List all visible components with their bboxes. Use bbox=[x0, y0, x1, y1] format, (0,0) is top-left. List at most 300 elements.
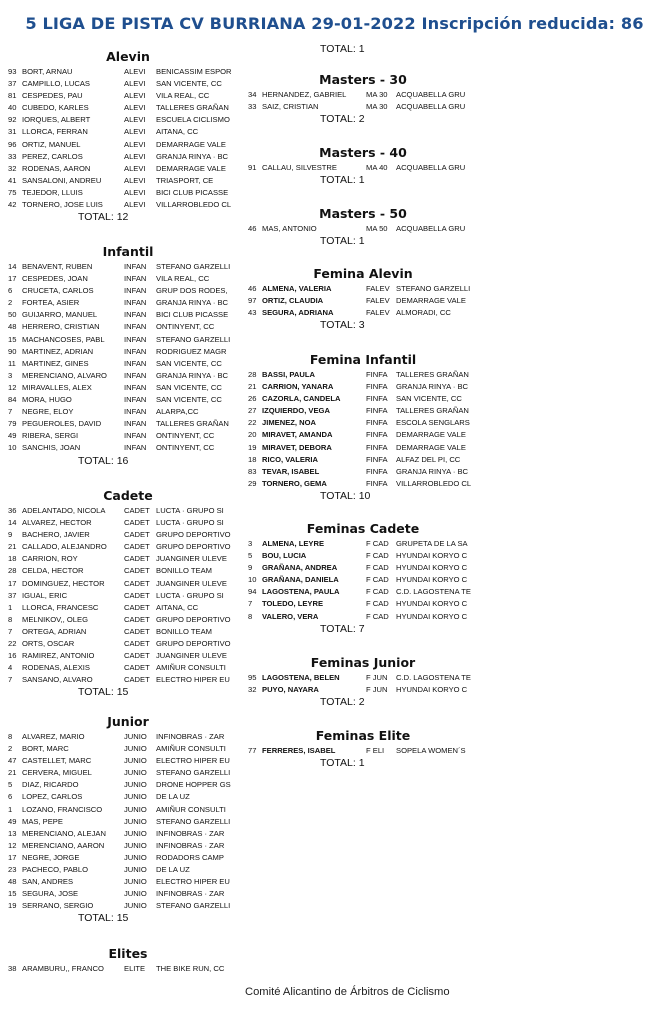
rider-name: IZQUIERDO, VEGA bbox=[262, 406, 330, 416]
rider-team: AITANA, CC bbox=[156, 127, 199, 137]
rider-team: ACQUABELLA GRU bbox=[396, 90, 466, 99]
rider-category: INFAN bbox=[124, 382, 147, 392]
rider-team: TALLERES GRAÑAN bbox=[396, 370, 469, 379]
rider-category: CADET bbox=[124, 554, 150, 564]
rider-team: TRIASPORT, CE bbox=[156, 175, 214, 185]
rider-category: CADET bbox=[124, 602, 150, 612]
category-title: Feminas Cadete bbox=[306, 521, 420, 536]
rider-number: 27 bbox=[248, 406, 257, 416]
rider-team: ALARPA,CC bbox=[156, 407, 199, 417]
rider-number: 4 bbox=[8, 663, 13, 673]
category-total: TOTAL: 1 bbox=[320, 757, 365, 770]
rider-name: CAZORLA, CANDELA bbox=[262, 394, 341, 404]
rider-name: PEREZ, CARLOS bbox=[22, 151, 83, 161]
rider-category: INFAN bbox=[124, 334, 147, 344]
rider-team: BENICASSIM ESPOR bbox=[156, 67, 232, 76]
rider-number: 17 bbox=[8, 274, 17, 284]
rider-name: MARTINEZ, GINES bbox=[22, 358, 89, 368]
rider-number: 31 bbox=[8, 127, 17, 137]
rider-team: GRANJA RINYA · BC bbox=[396, 382, 469, 392]
rider-name: SANSANO, ALVARO bbox=[22, 675, 93, 685]
rider-name: SAN, ANDRES bbox=[22, 877, 74, 887]
rider-row bbox=[248, 417, 478, 429]
category-block bbox=[248, 727, 478, 770]
rider-row bbox=[8, 505, 248, 517]
rider-row bbox=[248, 478, 478, 490]
rider-name: MIRAVET, AMANDA bbox=[262, 430, 333, 440]
rider-list bbox=[8, 505, 248, 686]
rider-category: F CAD bbox=[366, 611, 389, 621]
rider-team: STEFANO GARZELLI bbox=[156, 816, 231, 826]
rider-category: FINFA bbox=[366, 478, 388, 488]
rider-row bbox=[8, 816, 248, 828]
rider-team: TALLERES GRAÑAN bbox=[156, 103, 229, 113]
rider-team: STEFANO GARZELLI bbox=[156, 768, 231, 778]
rider-row bbox=[8, 261, 248, 273]
rider-number: 32 bbox=[248, 685, 257, 695]
rider-row bbox=[248, 393, 478, 405]
rider-name: SANCHIS, JOAN bbox=[22, 443, 81, 453]
rider-category: F ELI bbox=[366, 746, 385, 755]
rider-team: BONILLO TEAM bbox=[156, 626, 212, 636]
rider-name: SERRANO, SERGIO bbox=[22, 901, 94, 911]
rider-row bbox=[8, 900, 248, 912]
rider-number: 3 bbox=[8, 370, 13, 380]
category-block bbox=[248, 205, 478, 248]
rider-row bbox=[8, 743, 248, 755]
rider-name: TORNERO, JOSE LUIS bbox=[22, 200, 103, 210]
category-total: TOTAL: 15 bbox=[78, 686, 129, 699]
rider-team: DE LA UZ bbox=[156, 865, 190, 875]
rider-row bbox=[8, 614, 248, 626]
rider-list bbox=[8, 66, 248, 211]
rider-number: 38 bbox=[8, 964, 17, 973]
rider-number: 15 bbox=[8, 334, 17, 344]
category-total: TOTAL: 16 bbox=[78, 454, 129, 467]
rider-row bbox=[8, 767, 248, 779]
rider-row bbox=[8, 139, 248, 151]
rider-row bbox=[8, 394, 248, 406]
rider-row bbox=[8, 187, 248, 199]
rider-category: FINFA bbox=[366, 418, 388, 428]
rider-row bbox=[248, 307, 478, 319]
category-title: Masters - 30 bbox=[319, 72, 407, 87]
rider-category: CADET bbox=[124, 566, 150, 576]
rider-name: BACHERO, JAVIER bbox=[22, 530, 90, 540]
rider-row bbox=[8, 78, 248, 90]
rider-row bbox=[8, 175, 248, 187]
rider-number: 23 bbox=[8, 865, 17, 875]
rider-team: GRUPO DEPORTIVO bbox=[156, 530, 231, 540]
rider-team: AMIÑUR CONSULTI bbox=[156, 804, 226, 814]
rider-number: 50 bbox=[8, 310, 17, 320]
rider-number: 7 bbox=[8, 675, 13, 685]
rider-team: STEFANO GARZELLI bbox=[156, 262, 231, 271]
rider-team: ESCOLA SENGLARS bbox=[396, 418, 470, 428]
rider-row bbox=[248, 550, 478, 562]
rider-category: MA 30 bbox=[366, 102, 388, 112]
rider-category: INFAN bbox=[124, 407, 147, 417]
rider-number: 34 bbox=[248, 90, 257, 99]
rider-row bbox=[8, 90, 248, 102]
rider-number: 9 bbox=[8, 530, 13, 540]
rider-team: STEFANO GARZELLI bbox=[156, 334, 231, 344]
rider-row bbox=[248, 223, 478, 235]
rider-category: CADET bbox=[124, 614, 150, 624]
rider-row bbox=[8, 114, 248, 126]
rider-list bbox=[248, 369, 478, 490]
rider-team: TALLERES GRAÑAN bbox=[156, 419, 229, 429]
rider-team: AITANA, CC bbox=[156, 602, 199, 612]
rider-row bbox=[8, 285, 248, 297]
category-total: TOTAL: 15 bbox=[78, 912, 129, 925]
rider-category: JUNIO bbox=[124, 901, 147, 911]
rider-number: 94 bbox=[248, 587, 257, 597]
rider-team: GRUPO DEPORTIVO bbox=[156, 639, 231, 649]
rider-row bbox=[248, 598, 478, 610]
rider-list bbox=[248, 745, 478, 757]
rider-name: PEGUEROLES, DAVID bbox=[22, 419, 102, 429]
rider-number: 79 bbox=[8, 419, 17, 429]
rider-number: 28 bbox=[8, 566, 17, 576]
rider-category: INFAN bbox=[124, 310, 147, 320]
rider-team: LUCTA · GRUPO SI bbox=[156, 518, 224, 528]
category-total: TOTAL: 10 bbox=[320, 489, 371, 502]
rider-team: HYUNDAI KORYO C bbox=[396, 551, 468, 561]
rider-row bbox=[8, 430, 248, 442]
rider-name: TEJEDOR, LLUIS bbox=[22, 187, 83, 197]
rider-number: 18 bbox=[248, 454, 257, 464]
rider-row bbox=[8, 840, 248, 852]
rider-name: CERVERA, MIGUEL bbox=[22, 768, 92, 778]
rider-category: FALEV bbox=[366, 296, 390, 306]
rider-name: MACHANCOSES, PABL bbox=[22, 334, 105, 344]
rider-category: F JUN bbox=[366, 685, 388, 695]
rider-number: 33 bbox=[248, 102, 257, 112]
category-total: TOTAL: 7 bbox=[320, 622, 365, 635]
rider-number: 6 bbox=[8, 792, 13, 802]
rider-row bbox=[248, 369, 478, 381]
rider-name: GRAÑANA, ANDREA bbox=[262, 563, 338, 573]
rider-name: JIMENEZ, NOA bbox=[262, 418, 317, 428]
rider-name: ORTIZ, MANUEL bbox=[22, 139, 81, 149]
rider-number: 95 bbox=[248, 673, 257, 682]
rider-number: 36 bbox=[8, 506, 17, 515]
rider-name: SEGURA, JOSE bbox=[22, 889, 79, 899]
rider-category: ALEVI bbox=[124, 67, 146, 76]
rider-name: LLORCA, FRANCESC bbox=[22, 602, 99, 612]
rider-team: ACQUABELLA GRU bbox=[396, 163, 466, 172]
rider-category: FINFA bbox=[366, 406, 388, 416]
rider-row bbox=[8, 541, 248, 553]
rider-name: SEGURA, ADRIANA bbox=[262, 308, 334, 318]
rider-team: SAN VICENTE, CC bbox=[396, 394, 462, 404]
rider-name: CASTELLET, MARC bbox=[22, 756, 92, 766]
rider-number: 40 bbox=[8, 103, 17, 113]
rider-name: MAS, PEPE bbox=[22, 816, 63, 826]
rider-category: CADET bbox=[124, 639, 150, 649]
rider-team: JUANGINER ULEVE bbox=[156, 578, 227, 588]
rider-name: MIRAVALLES, ALEX bbox=[22, 382, 92, 392]
rider-team: DEMARRAGE VALE bbox=[396, 442, 466, 452]
rider-category: JUNIO bbox=[124, 780, 147, 790]
rider-team: RODRIGUEZ MAGR bbox=[156, 346, 227, 356]
rider-number: 9 bbox=[248, 563, 253, 573]
rider-team: JUANGINER ULEVE bbox=[156, 651, 227, 661]
rider-number: 10 bbox=[248, 575, 257, 585]
rider-row bbox=[8, 779, 248, 791]
category-title: Femina Alevin bbox=[313, 266, 413, 281]
category-title: Elites bbox=[108, 946, 148, 961]
rider-list bbox=[8, 731, 248, 912]
rider-category: CADET bbox=[124, 518, 150, 528]
rider-row bbox=[8, 963, 248, 975]
rider-team: GRANJA RINYA · BC bbox=[156, 151, 229, 161]
rider-row bbox=[248, 745, 478, 757]
rider-number: 83 bbox=[248, 466, 257, 476]
rider-name: VALERO, VERA bbox=[262, 611, 319, 621]
rider-row bbox=[8, 529, 248, 541]
rider-name: CRUCETA, CARLOS bbox=[22, 286, 94, 296]
rider-number: 32 bbox=[8, 163, 17, 173]
rider-number: 22 bbox=[8, 639, 17, 649]
rider-team: SOPELA WOMEN´S bbox=[396, 746, 466, 755]
category-block bbox=[248, 351, 478, 503]
rider-number: 42 bbox=[8, 200, 17, 210]
rider-name: MELNIKOV,, OLEG bbox=[22, 614, 88, 624]
rider-category: ALEVI bbox=[124, 200, 146, 210]
rider-name: CARRION, ROY bbox=[22, 554, 78, 564]
rider-team: ONTINYENT, CC bbox=[156, 322, 215, 332]
rider-category: JUNIO bbox=[124, 732, 147, 741]
rider-category: F CAD bbox=[366, 539, 389, 548]
rider-team: LUCTA · GRUPO SI bbox=[156, 590, 224, 600]
category-title: Masters - 40 bbox=[319, 145, 407, 160]
category-title: Feminas Elite bbox=[315, 728, 411, 743]
rider-name: GRAÑANA, DANIELA bbox=[262, 575, 339, 585]
rider-row bbox=[8, 151, 248, 163]
category-total: TOTAL: 2 bbox=[320, 113, 365, 126]
rider-row bbox=[248, 611, 478, 623]
rider-category: INFAN bbox=[124, 431, 147, 441]
rider-number: 15 bbox=[8, 889, 17, 899]
category-total: TOTAL: 2 bbox=[320, 696, 365, 709]
rider-row bbox=[8, 565, 248, 577]
rider-category: INFAN bbox=[124, 298, 147, 308]
rider-team: C.D. LAGOSTENA TE bbox=[396, 587, 471, 597]
rider-row bbox=[8, 674, 248, 686]
rider-name: DIAZ, RICARDO bbox=[22, 780, 79, 790]
rider-team: VILA REAL, CC bbox=[156, 274, 210, 284]
rider-team: GRANJA RINYA · BC bbox=[156, 370, 229, 380]
rider-row bbox=[8, 273, 248, 285]
rider-team: ONTINYENT, CC bbox=[156, 431, 215, 441]
rider-category: INFAN bbox=[124, 395, 147, 405]
rider-name: MERENCIANO, AARON bbox=[22, 840, 105, 850]
rider-number: 14 bbox=[8, 518, 17, 528]
rider-category: F CAD bbox=[366, 551, 389, 561]
rider-team: GRUPO DEPORTIVO bbox=[156, 542, 231, 552]
rider-name: MERENCIANO, ALVARO bbox=[22, 370, 107, 380]
rider-category: JUNIO bbox=[124, 768, 147, 778]
rider-team: DRONE HOPPER GS bbox=[156, 780, 231, 790]
rider-number: 75 bbox=[8, 187, 17, 197]
rider-name: PUYO, NAYARA bbox=[262, 685, 319, 695]
rider-row bbox=[248, 672, 478, 684]
rider-category: ALEVI bbox=[124, 115, 146, 125]
rider-category: JUNIO bbox=[124, 792, 147, 802]
rider-name: BENAVENT, RUBEN bbox=[22, 262, 93, 271]
rider-name: TOLEDO, LEYRE bbox=[262, 599, 324, 609]
rider-team: ELECTRO HIPER EU bbox=[156, 675, 230, 685]
rider-name: FORTEA, ASIER bbox=[22, 298, 80, 308]
rider-number: 48 bbox=[8, 322, 17, 332]
rider-number: 21 bbox=[248, 382, 257, 392]
category-block bbox=[8, 487, 248, 699]
rider-number: 33 bbox=[8, 151, 17, 161]
rider-number: 41 bbox=[8, 175, 17, 185]
rider-team: BICI CLUB PICASSE bbox=[156, 310, 229, 320]
rider-team: DEMARRAGE VALE bbox=[156, 163, 226, 173]
rider-name: CESPEDES, JOAN bbox=[22, 274, 88, 284]
rider-row bbox=[8, 321, 248, 333]
rider-team: HYUNDAI KORYO C bbox=[396, 685, 468, 695]
rider-row bbox=[8, 876, 248, 888]
rider-row bbox=[8, 602, 248, 614]
rider-team: SAN VICENTE, CC bbox=[156, 79, 222, 89]
rider-row bbox=[8, 638, 248, 650]
rider-category: F CAD bbox=[366, 599, 389, 609]
rider-category: JUNIO bbox=[124, 852, 147, 862]
category-total: TOTAL: 1 bbox=[320, 43, 365, 55]
category-block bbox=[248, 144, 478, 187]
rider-number: 19 bbox=[248, 442, 257, 452]
rider-number: 2 bbox=[8, 298, 13, 308]
rider-row bbox=[248, 454, 478, 466]
rider-name: IGUAL, ERIC bbox=[22, 590, 68, 600]
rider-number: 37 bbox=[8, 590, 17, 600]
rider-category: F CAD bbox=[366, 563, 389, 573]
rider-category: F CAD bbox=[366, 587, 389, 597]
rider-category: JUNIO bbox=[124, 865, 147, 875]
rider-team: DEMARRAGE VALE bbox=[396, 296, 466, 306]
rider-team: ELECTRO HIPER EU bbox=[156, 877, 230, 887]
rider-number: 47 bbox=[8, 756, 17, 766]
rider-list bbox=[248, 283, 478, 319]
rider-row bbox=[8, 791, 248, 803]
rider-row bbox=[8, 370, 248, 382]
rider-team: GRANJA RINYA · BC bbox=[396, 466, 469, 476]
rider-team: VILA REAL, CC bbox=[156, 91, 210, 101]
rider-team: AMIÑUR CONSULTI bbox=[156, 744, 226, 754]
rider-name: LAGOSTENA, PAULA bbox=[262, 587, 340, 597]
rider-name: MERENCIANO, ALEJAN bbox=[22, 828, 106, 838]
rider-category: CADET bbox=[124, 530, 150, 540]
category-total: TOTAL: 12 bbox=[78, 211, 129, 224]
rider-number: 49 bbox=[8, 816, 17, 826]
rider-category: CADET bbox=[124, 590, 150, 600]
rider-category: ALEVI bbox=[124, 91, 146, 101]
rider-category: ELITE bbox=[124, 964, 146, 973]
rider-team: HYUNDAI KORYO C bbox=[396, 575, 468, 585]
rider-row bbox=[248, 684, 478, 696]
rider-row bbox=[8, 418, 248, 430]
rider-category: CADET bbox=[124, 663, 150, 673]
rider-name: ARAMBURU,, FRANCO bbox=[22, 964, 104, 973]
rider-team: ALFAZ DEL PI, CC bbox=[396, 454, 461, 464]
rider-name: SANSALONI, ANDREU bbox=[22, 175, 102, 185]
rider-name: MORA, HUGO bbox=[22, 395, 72, 405]
rider-name: CALLADO, ALEJANDRO bbox=[22, 542, 107, 552]
rider-row bbox=[248, 574, 478, 586]
category-block bbox=[248, 43, 478, 56]
rider-category: JUNIO bbox=[124, 744, 147, 754]
rider-team: GRUP DOS RODES, bbox=[156, 286, 228, 296]
rider-category: CADET bbox=[124, 675, 150, 685]
category-block bbox=[8, 243, 248, 468]
rider-category: ALEVI bbox=[124, 187, 146, 197]
rider-name: TEVAR, ISABEL bbox=[262, 466, 320, 476]
rider-row bbox=[8, 334, 248, 346]
rider-category: JUNIO bbox=[124, 756, 147, 766]
rider-number: 7 bbox=[8, 407, 13, 417]
rider-list bbox=[8, 261, 248, 455]
rider-row bbox=[8, 163, 248, 175]
rider-number: 7 bbox=[8, 626, 13, 636]
rider-team: HYUNDAI KORYO C bbox=[396, 599, 468, 609]
rider-row bbox=[248, 283, 478, 295]
rider-row bbox=[8, 553, 248, 565]
rider-name: BASSI, PAULA bbox=[262, 370, 316, 379]
rider-row bbox=[8, 828, 248, 840]
rider-team: GRUPETA DE LA SA bbox=[396, 539, 468, 548]
rider-name: CAMPILLO, LUCAS bbox=[22, 79, 90, 89]
category-title: Alevin bbox=[106, 49, 150, 64]
rider-category: INFAN bbox=[124, 370, 147, 380]
rider-row bbox=[248, 101, 478, 113]
rider-number: 46 bbox=[248, 284, 257, 293]
rider-category: INFAN bbox=[124, 346, 147, 356]
rider-team: SAN VICENTE, CC bbox=[156, 395, 222, 405]
rider-number: 13 bbox=[8, 828, 17, 838]
rider-category: ALEVI bbox=[124, 151, 146, 161]
rider-number: 97 bbox=[248, 296, 257, 306]
rider-name: TORNERO, GEMA bbox=[262, 478, 327, 488]
rider-row bbox=[8, 517, 248, 529]
rider-number: 2 bbox=[8, 744, 13, 754]
rider-number: 8 bbox=[8, 732, 13, 741]
rider-number: 46 bbox=[248, 224, 257, 233]
rider-number: 17 bbox=[8, 578, 17, 588]
rider-row bbox=[8, 662, 248, 674]
rider-name: IORQUES, ALBERT bbox=[22, 115, 91, 125]
rider-number: 96 bbox=[8, 139, 17, 149]
category-block bbox=[248, 71, 478, 126]
rider-category: ALEVI bbox=[124, 139, 146, 149]
rider-row bbox=[8, 382, 248, 394]
rider-category: INFAN bbox=[124, 419, 147, 429]
rider-category: FINFA bbox=[366, 430, 388, 440]
rider-category: FINFA bbox=[366, 394, 388, 404]
rider-number: 1 bbox=[8, 602, 13, 612]
rider-name: MIRAVET, DEBORA bbox=[262, 442, 332, 452]
rider-number: 22 bbox=[248, 418, 257, 428]
rider-category: F CAD bbox=[366, 575, 389, 585]
rider-row bbox=[8, 297, 248, 309]
rider-category: CADET bbox=[124, 626, 150, 636]
rider-team: VILLARROBLEDO CL bbox=[156, 200, 232, 210]
rider-name: CELDA, HECTOR bbox=[22, 566, 84, 576]
